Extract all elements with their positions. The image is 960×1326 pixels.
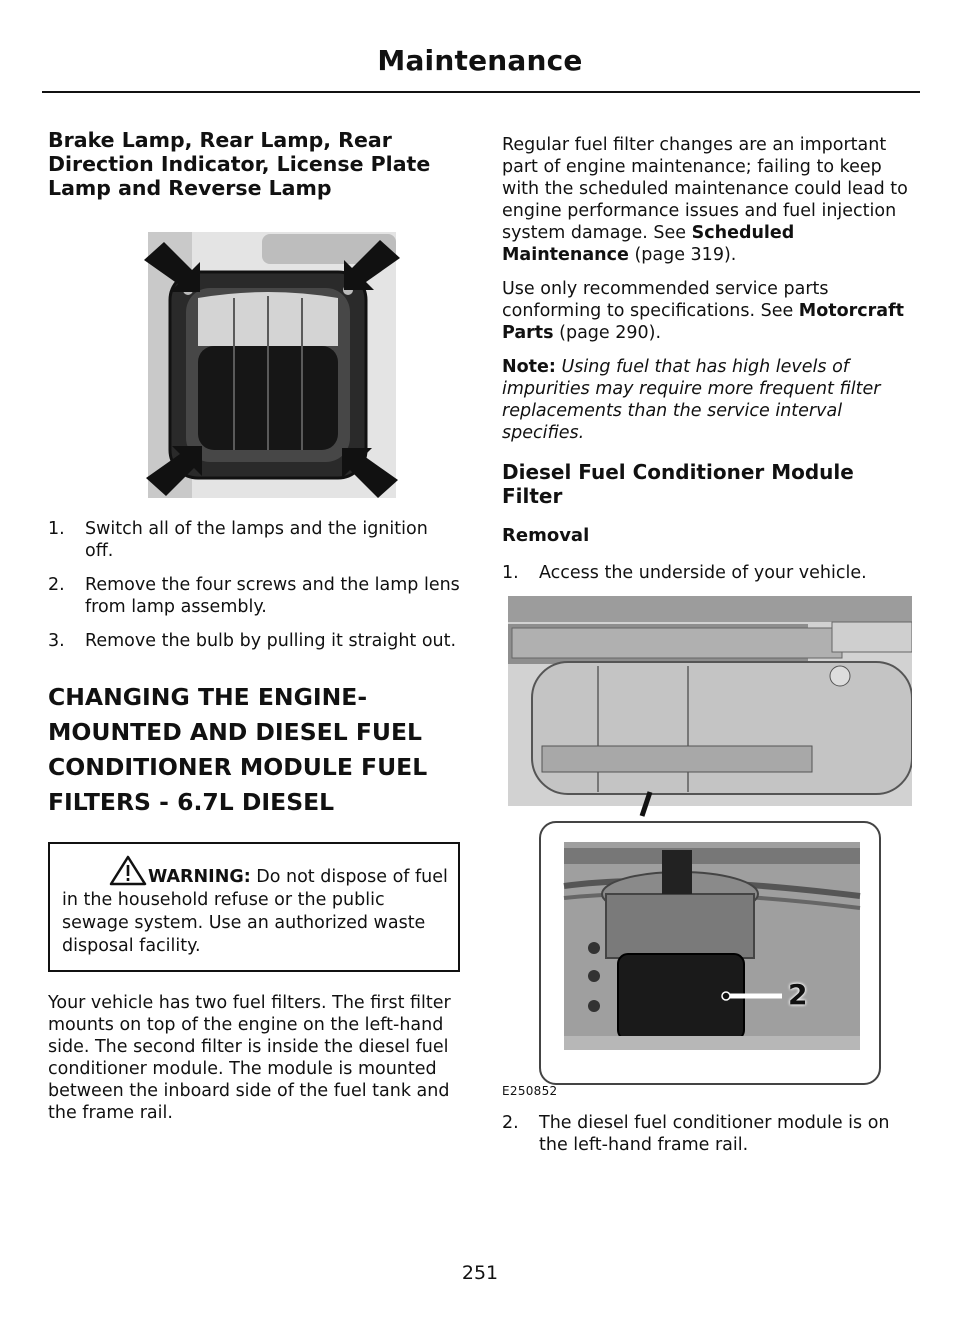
module-filter-heading: Diesel Fuel Conditioner Module Filter (502, 460, 854, 508)
figure-code: E250852 (502, 1084, 558, 1098)
section-heading: CHANGING THE ENGINE- MOUNTED AND DIESEL FUEL CONDITIONER MODULE FUEL FILTERS - 6.7L DIESEL (48, 683, 428, 816)
list-item: 1. Access the underside of your vehicle. (502, 563, 867, 583)
scheduled-maintenance-link[interactable]: Scheduled Maintenance (502, 223, 795, 265)
removal-step-2 (502, 1112, 912, 1156)
warning-text: Do not dispose of fuel in the household refuse or the public sewage system. Use an authorized waste disposal facility. (62, 867, 448, 956)
motorcraft-parts-link[interactable]: Motorcraft Parts (502, 301, 905, 343)
fuel-module-figure (502, 596, 912, 1096)
parts-paragraph: Use only recommended service parts conforming to specifications. See Motorcraft Parts (page 290). (502, 279, 905, 343)
note-label: Note: (502, 357, 556, 377)
removal-heading: Removal (502, 525, 590, 546)
note-paragraph: Note: Using fuel that has high levels of impurities may require more frequent filter replacements than the service interval specifies. (502, 357, 881, 443)
list-item: 2. Remove the four screws and the lamp lens from lamp assembly. (48, 575, 460, 617)
page-title: Maintenance (377, 44, 583, 77)
left-column (48, 128, 460, 1124)
list-item: 1. Switch all of the lamps and the ignition off. (48, 519, 428, 561)
fuel-filters-paragraph: Your vehicle has two fuel filters. The first filter mounts on top of the engine on the left-hand side. The second filter is inside the diesel fuel conditioner module. The module is mounted between the inboard side of the fuel tank and the frame rail. (48, 993, 451, 1123)
right-column (502, 128, 912, 1168)
maintenance-paragraph: Regular fuel filter changes are an important part of engine maintenance; failing to keep with the scheduled maintenance could lead to engine performance issues and fuel injection system damage. See Scheduled Maintenance (page 319). (502, 135, 908, 265)
figure-callout-label: 2 (788, 978, 808, 1011)
header-divider (42, 91, 920, 93)
warning-box (48, 842, 460, 972)
lamp-steps-list (48, 518, 460, 652)
warning-triangle-icon (108, 854, 148, 886)
warning-label: WARNING: (148, 867, 251, 887)
removal-step-1 (502, 562, 912, 584)
page-number: 251 (461, 1262, 499, 1284)
rear-lamp-figure (142, 228, 402, 502)
list-item: 3. Remove the bulb by pulling it straight out. (48, 631, 457, 651)
lamp-section-heading: Brake Lamp, Rear Lamp, Rear Direction Indicator, License Plate Lamp and Reverse Lamp (48, 128, 431, 200)
list-item: 2. The diesel fuel conditioner module is on the left-hand frame rail. (502, 1113, 890, 1155)
